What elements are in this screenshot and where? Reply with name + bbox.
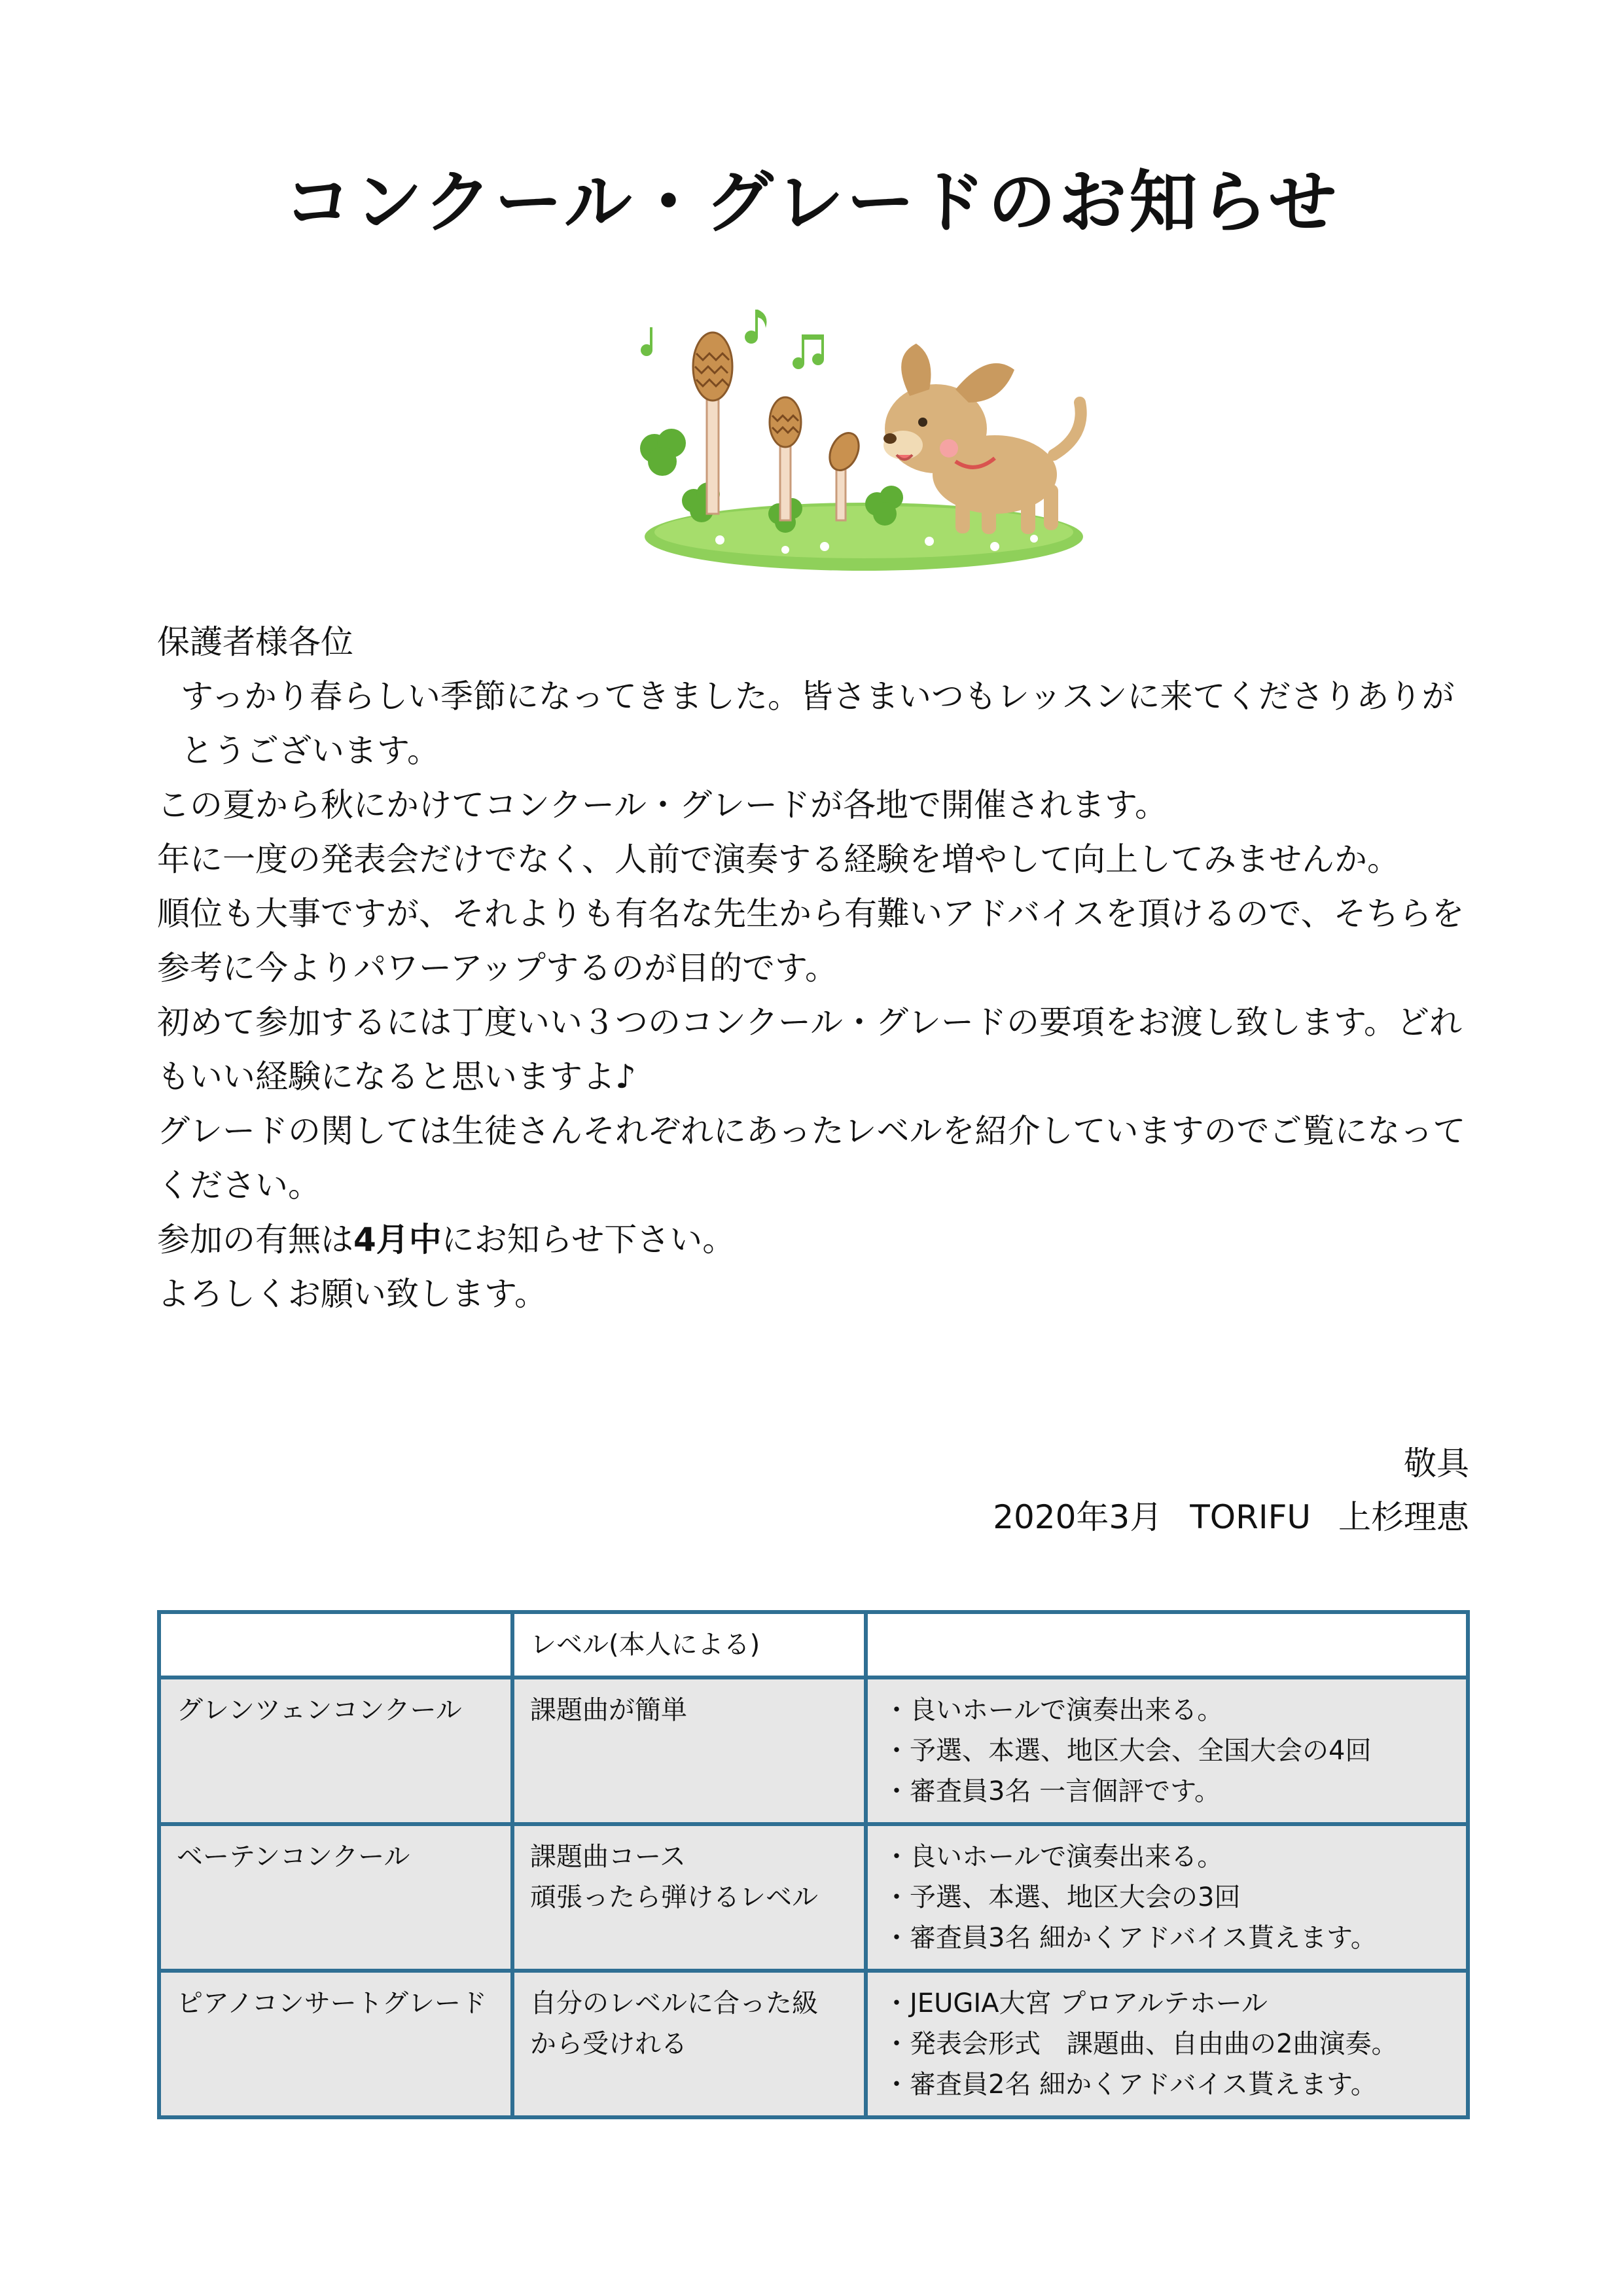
competition-table: [157, 1610, 1470, 2119]
paragraph-closing: よろしくお願い致します。: [157, 1275, 547, 1313]
level-line: 頑張ったら弾けるレベル: [530, 1882, 818, 1912]
note-line: ・発表会形式 課題曲、自由曲の2曲演奏。: [883, 2029, 1398, 2059]
paragraph-announcement: この夏から秋にかけてコンクール・グレードが各地で開催されます。: [157, 786, 1168, 824]
competition-level: [512, 1824, 866, 1971]
competition-notes: [866, 1824, 1468, 1971]
table-row: [159, 1824, 1468, 1971]
deadline-prefix: 参加の有無は: [157, 1221, 353, 1259]
paragraph-grade: グレードの関しては生徒さんそれぞれにあったレベルを紹介していますのでご覧になってください。: [157, 1112, 1466, 1204]
competition-level: [512, 1971, 866, 2117]
page-title: コンクール・グレードのお知らせ: [283, 162, 1340, 242]
table-header-name: [159, 1612, 512, 1677]
note-line: ・審査員3名 細かくアドバイス貰えます。: [883, 1923, 1377, 1953]
level-line: から受けれる: [530, 2029, 687, 2059]
table-row: [159, 1677, 1468, 1824]
note-line: ・良いホールで演奏出来る。: [883, 1695, 1224, 1725]
signature-org: TORIFU: [1190, 1498, 1311, 1536]
deadline-suffix: にお知らせ下さい。: [441, 1221, 736, 1259]
level-line: 自分のレベルに合った級: [530, 1988, 818, 2018]
note-line: ・予選、本選、地区大会の3回: [883, 1882, 1241, 1912]
salutation: 保護者様各位: [157, 623, 353, 661]
puppy-spring-illustration-icon: [628, 298, 1099, 573]
note-line: ・審査員3名 一言個評です。: [883, 1776, 1221, 1806]
note-line: ・審査員2名 細かくアドバイス貰えます。: [883, 2070, 1377, 2100]
paragraph-invitation: 年に一度の発表会だけでなく、人前で演奏する経験を増やして向上してみませんか。: [157, 840, 1400, 878]
paragraph-guidelines: 初めて参加するには丁度いい３つのコンクール・グレードの要項をお渡し致します。どれもいい経験になると思いますよ♪: [157, 1003, 1462, 1096]
competition-name: ピアノコンサートグレード: [159, 1971, 512, 2117]
competition-level: [512, 1677, 866, 1824]
competition-name: グレンツェンコンクール: [159, 1677, 512, 1824]
note-line: ・JEUGIA大宮 プロアルテホール: [883, 1988, 1268, 2018]
signature-block: [993, 1437, 1469, 1544]
signature-line: [993, 1490, 1469, 1544]
keigu: 敬具: [1404, 1444, 1469, 1482]
table-row: [159, 1971, 1468, 2117]
table-header-notes: [866, 1612, 1468, 1677]
table-header-row: [159, 1612, 1468, 1677]
note-line: ・良いホールで演奏出来る。: [883, 1842, 1224, 1872]
signature-date: 2020年3月: [993, 1498, 1163, 1536]
paragraph-greeting: すっかり春らしい季節になってきました。皆さまいつもレッスンに来てくださりありがとうございます。: [181, 677, 1455, 770]
paragraph-purpose: 順位も大事ですが、それよりも有名な先生から有難いアドバイスを頂けるので、そちらを参考に今よりパワーアップするのが目的です。: [157, 895, 1465, 987]
letter-body: [157, 615, 1472, 1321]
competition-notes: [866, 1677, 1468, 1824]
table-header-level: レベル(本人による): [512, 1612, 866, 1677]
competition-notes: [866, 1971, 1468, 2117]
level-line: 課題曲が簡単: [530, 1695, 687, 1725]
competition-name: ベーテンコンクール: [159, 1824, 512, 1971]
signature-name: 上杉理恵: [1338, 1498, 1469, 1536]
deadline-month: 4月中: [353, 1221, 442, 1259]
note-line: ・予選、本選、地区大会、全国大会の4回: [883, 1736, 1372, 1766]
paragraph-deadline: [157, 1213, 1472, 1267]
level-line: 課題曲コース: [530, 1842, 686, 1872]
